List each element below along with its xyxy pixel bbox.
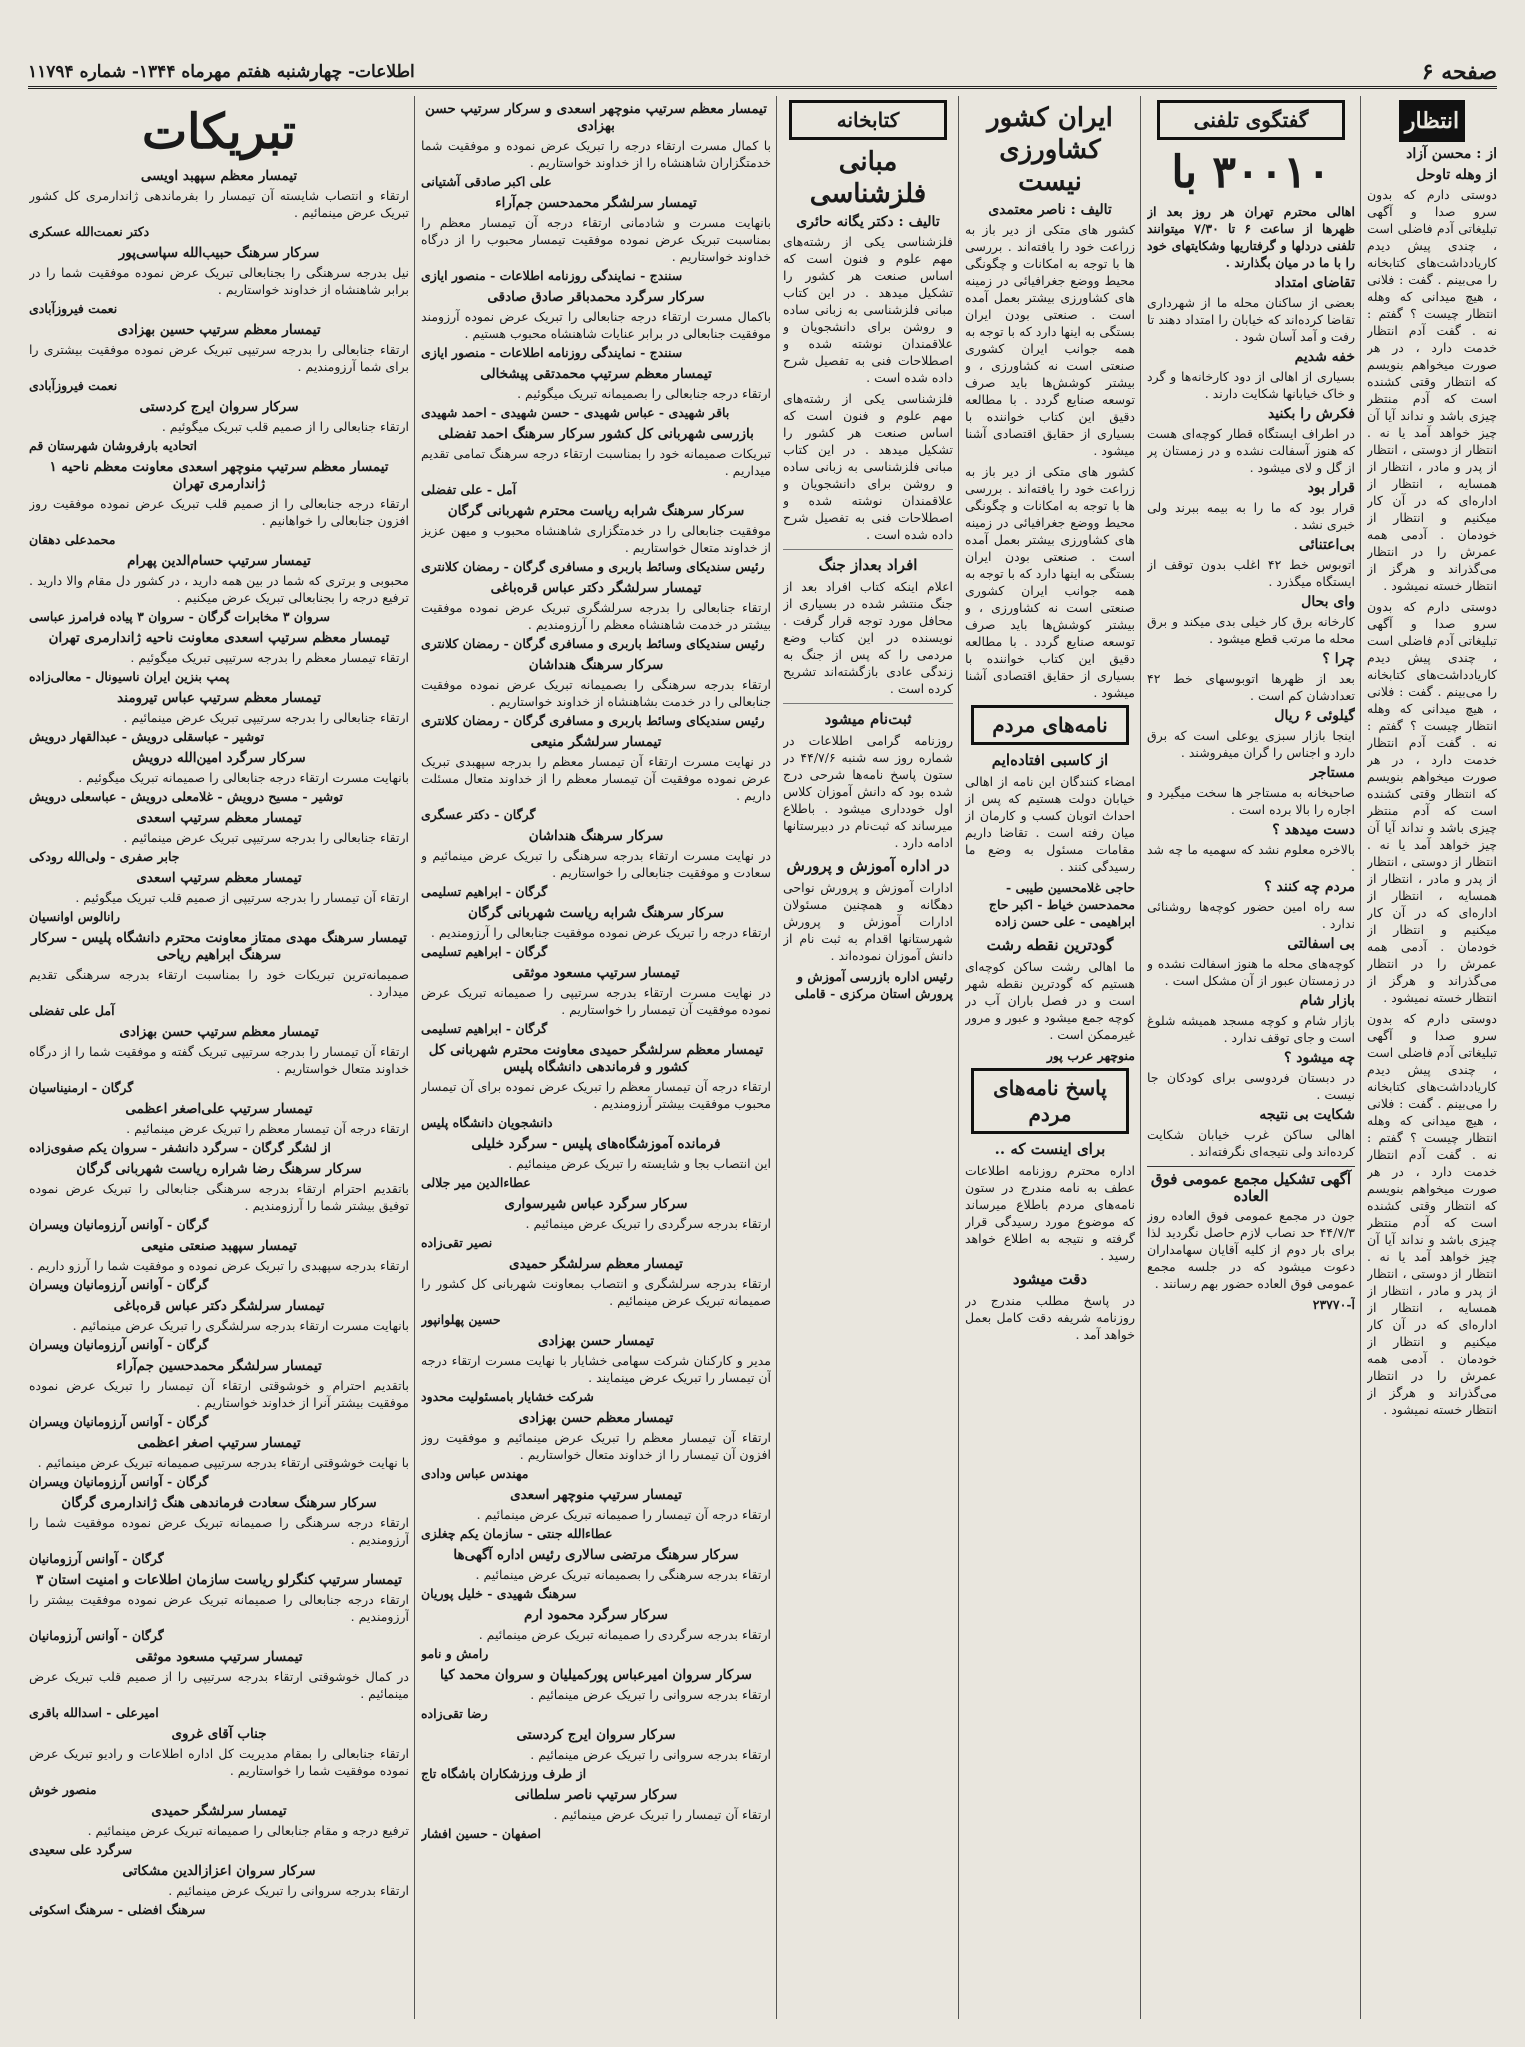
tabrik-entry-sign: توشیر - مسیح درویش - غلامعلی درویش - عباسعلی درویش: [29, 789, 344, 804]
tabrik-entry-body: ارتقاء بدرجه سرهنگی را بصمیمانه تبریک عرض نموده موفقیت جنابعالی را در خدمت بشاهنشاه از خداوند خواستاریم .: [421, 677, 771, 709]
tabrik-entry: [421, 1727, 771, 1782]
tabrik-entry: [29, 870, 409, 925]
tabrik-entry-title: تیمسار سرهنگ مهدی ممتاز معاونت محترم دانشگاه پلیس - سرکار سرهنگ ابراهیم ریاحی: [31, 930, 407, 963]
tabrik-entry-sign: اتحادیه بارفروشان شهرستان قم: [29, 438, 197, 453]
tabrik-entry: [29, 1161, 409, 1233]
books-title-2: افراد بعداز جنگ: [818, 556, 918, 574]
phone-item-body: بعضی از ساکنان محله ما از شهرداری تقاضا کرده‌اند که خیابان را امتداد دهند تا رفت و آمد آسان شود .: [1147, 295, 1355, 344]
tabrik-entry-title: تیمسار معظم سرلشگر حمیدی معاونت محترم شهربانی کل کشور و فرماندهی دانشگاه پلیس: [428, 1042, 764, 1075]
tabrik-entry-body: ارتقاء بدرجه سرگردی را تبریک عرض مینمائیم .: [525, 1216, 771, 1231]
tabrik-entry: [421, 1333, 771, 1405]
tabrik-entry-body: ارتقاء بدرجه سرلشگری و انتصاب بمعاونت شهربانی کل کشور را صمیمانه تبریک عرض مینمائیم .: [421, 1276, 771, 1308]
phone-item-head: تقاضای امتداد: [1274, 275, 1355, 291]
tabrik-entry-sign: آمل - علی تفضلی: [421, 482, 517, 497]
tabrik-entry-title: تیمسار سرتیپ مسعود موثقی: [135, 1649, 303, 1665]
tabrik-entry-body: ارتقاء درجه سرهنگی را صمیمانه تبریک عرض نموده موفقیت شما را آرزومندیم .: [29, 1515, 409, 1547]
phone-item-head: فکرش را بکنید: [1267, 406, 1355, 422]
tabrik-entry: [421, 503, 771, 575]
tabrik-entry: [421, 657, 771, 729]
phone-item-head: قرار بود: [1307, 480, 1355, 496]
separator: [783, 703, 953, 704]
letter-sign: حاجی غلامحسین طیبی - محمدحسن خیاط - اکبر حاج ابراهیمی - علی حسن زاده: [988, 880, 1135, 929]
books-byline-1: تالیف : دکتر یگانه حائری: [796, 214, 940, 230]
column-rule: [1140, 96, 1141, 2019]
tabrik-entry-title: تیمسار معظم سرتیپ منوچهر اسعدی معاونت معظم ناحیه ۱ ژاندارمری تهران: [49, 459, 389, 492]
tabrik-entry-body: ارتقاء بدرجه سروانی را تبریک عرض مینمائیم .: [530, 1747, 771, 1762]
tabrik-entry-sign: آمل علی تفضلی: [29, 1003, 115, 1018]
books-logo: کتابخانه: [789, 100, 947, 140]
tabrik-list-2: [29, 168, 409, 1918]
phone-item-body: اتوبوس خط ۴۲ اغلب بدون توقف از ایستگاه میگذرد .: [1147, 557, 1355, 589]
tabrik-entry-body: ارتقاء بدرجه سروانی را تبریک عرض مینمائیم .: [530, 1687, 771, 1702]
tabrik-entry: [421, 101, 771, 190]
tabrik-entry-title: تیمسار سرتیپ منوچهر اسعدی: [510, 1487, 682, 1503]
tabrik-entry-title: تیمسار سرتیپ اصغر اعظمی: [137, 1435, 301, 1451]
letters-logo: نامه‌های مردم: [971, 705, 1129, 745]
entezar-subtitle: از وهله تاوحل: [1416, 167, 1497, 183]
page-number: صفحه ۶: [1421, 59, 1497, 85]
tabrik-entry-title: تیمسار سرلشگر محمدحسن جم‌آراء: [495, 195, 697, 211]
answer-body: در پاسخ مطلب مندرج در روزنامه شریفه دقت کامل بعمل خواهد آمد .: [965, 1293, 1135, 1342]
tabrik-entry: [29, 1495, 409, 1567]
tabrik-entry-body: با نهایت خوشوقتی ارتقاء بدرجه سرتیپی صمیمانه تبریک عرض مینمائیم .: [37, 1455, 409, 1470]
books-body-3: روزنامه گرامی اطلاعات در شماره روز سه شنبه ۴۴/۷/۶ در ستون پاسخ نامه‌ها شرحی درج شده بود که دانش آموزان کلاس اول خودداری میشود . باطلاع میرساند که ثبت‌نام در دبیرستانها ادامه دارد .: [783, 733, 953, 850]
tabrik-entry-body: ارتقاء جنابعالی را بمقام مدیریت کل اداره اطلاعات و رادیو تبریک عرض نموده موفقیت شما را خواستاریم .: [29, 1746, 409, 1778]
separator: [783, 549, 953, 550]
tabrik-entry-sign: رانالوس اوانسیان: [29, 909, 121, 924]
tabrik-entry-body: ارتقاء بدرجه سرهنگی را بصمیمانه تبریک عرض مینمائیم .: [475, 1567, 771, 1582]
books-title-4: در اداره آموزش و پرورش: [786, 857, 950, 875]
tabrik-entry: [29, 1726, 409, 1798]
tabrik-entry: [29, 168, 409, 240]
books-body-2: اعلام اینکه کتاب افراد بعد از جنگ منتشر شده در بسیاری از محافل مورد توجه قرار گرفت . نویسنده در این کتاب وضع مردمی را که پس از جنگ به زندگی عادی بازگشته‌اند تشریح کرده است .: [783, 579, 953, 696]
column-tabrikat-1: [421, 96, 771, 2019]
tabrik-entry-title: تیمسار معظم سرلشگر حمیدی: [509, 1256, 683, 1272]
tabrik-entry-sign: محمدعلی دهقان: [29, 532, 116, 547]
tabrik-entry-body: ارتقاء آن تیمسار را تبریک عرض مینمائیم .: [553, 1807, 771, 1822]
phone-item-head: چه میشود ؟: [1283, 1050, 1355, 1066]
tabrik-entry-title: جناب آقای غروی: [171, 1726, 267, 1742]
letters-list: [965, 751, 1135, 1064]
tabrik-entry-body: با کمال مسرت ارتقاء درجه را تبریک عرض نموده و موفقیت شما خدمتگزاران شاهنشاه را از خداوند خواستاریم .: [421, 138, 771, 170]
tabrik-entry-sign: از طرف ورزشکاران باشگاه تاج: [421, 1766, 587, 1781]
tabrik-entry-sign: سرهنگ شهیدی - خلیل پوریان: [421, 1586, 577, 1601]
answer-body: اداره محترم روزنامه اطلاعات عطف به نامه مندرج در ستون نامه‌های مردم باطلاع میرساند که موضوع مورد رسیدگی قرار گرفته و نتیجه به اطلاع خواهد رسید .: [965, 1163, 1135, 1263]
tabrik-entry: [421, 828, 771, 900]
phone-item-head: وای بحال: [1301, 594, 1355, 610]
tabrik-entry-body: مدیر و کارکنان شرکت سهامی خشایار با نهایت مسرت ارتقاء درجه آن تیمسار را تبریک عرض مینمایند .: [421, 1353, 771, 1385]
tabrik-entry: [421, 1410, 771, 1482]
tabrik-entry-body: ارتقاء تیمسار معظم را بدرجه سرتیپی تبریک میگوئیم .: [130, 650, 409, 665]
phone-item-body: اهالی ساکن غرب خیابان شکایت کرده‌اند ولی نتیجه‌ای نگرفته‌اند .: [1147, 1127, 1355, 1159]
tabrik-entry-title: تیمسار معظم سرتیپ محمدتقی پیشخالی: [480, 366, 712, 382]
tabrik-entry-sign: رئیس سندیکای وسائط باربری و مسافری گرگان - رمضان کلانتری: [421, 559, 765, 574]
tabrik-entry-sign: منصور خوش: [29, 1782, 97, 1797]
tabrik-entry-sign: سنندج - نمایندگی روزنامه اطلاعات - منصور ایازی: [421, 345, 683, 360]
tabrik-entry-title: سرکار سرگرد عباس شیرسواری: [504, 1196, 688, 1212]
tabrik-entry-title: تیمسار معظم سرتیپ اسعدی: [136, 870, 302, 886]
tabrik-entry-body: موفقیت جنابعالی را در خدمتگزاری شاهنشاه محبوب و میهن عزیز از خداوند متعال خواستاریم .: [421, 523, 771, 555]
phone-item-body: قرار بود که ما را به بیمه ببرند ولی خبری نشد .: [1147, 500, 1355, 532]
tabrik-entry-sign: گرگان - آوانس آرزومانیان ویسران: [29, 1414, 209, 1429]
answers-list: [965, 1140, 1135, 1343]
tabrik-entry: [29, 399, 409, 454]
tabrik-entry-body: بانهایت مسرت ارتقاء درجه جنابعالی را صمیمانه تبریک میگوئیم .: [78, 770, 409, 785]
tabrik-entry-title: سرکار سروان امیرعباس پورکمیلیان و سروان محمد کیا: [440, 1667, 752, 1683]
tabrik-entry-sign: گرگان - ارمنیناسیان: [29, 1080, 134, 1095]
tabrik-entry: [421, 1547, 771, 1602]
tabrik-entry-sign: مهندس عباس ودادی: [421, 1466, 529, 1481]
ad-title: آگهی تشکیل مجمع عمومی فوق العاده: [1147, 1166, 1355, 1205]
tabrik-entry-title: بازرسی شهربانی کل کشور سرکار سرهنگ احمد تفضلی: [438, 426, 754, 442]
phone-item-body: بازار شام و کوچه مسجد همیشه شلوغ است و جای توقف ندارد .: [1147, 1013, 1355, 1045]
tabrik-entry-title: سرکار سروان ایرج کردستی: [139, 399, 299, 415]
tabrik-entry-sign: رضا تقی‌زاده: [421, 1706, 488, 1721]
phone-item-body: در اطراف ایستگاه قطار کوچه‌ای هست که هنوز آسفالت نشده و در زمستان پر از گل و لای میشود .: [1147, 426, 1355, 475]
phone-item-head: شکایت بی نتیجه: [1259, 1107, 1355, 1123]
tabrik-entry-title: تیمسار سرتیپ علی‌اصغر اعظمی: [125, 1101, 313, 1117]
phone-item-head: گیلوئی ۶ ریال: [1274, 708, 1355, 724]
tabrik-entry-body: ارتقاء آن تیمسار را بدرجه سرتیپی از صمیم قلب تبریک میگوئیم .: [75, 890, 409, 905]
entezar-body: دوستی دارم که بدون سرو صدا و آگهی تبلیغاتی آدم فاضلی است ، چندی پیش دیدم کاریادداشت‌های کتابخانه را می‌بینم . گفت : فلانی ، هیچ میدانی که وهله انتظار چیست ؟ گفتم : نه . گفت آدم انتظار خدمت دارد ، در هر صورت میخواهم بنویسم که انتظار وقتی کشنده است که آدم منتظر چیزی باشد و نداند آیا آن چیز خواهد آمد یا نه . انتظار از دوستی ، انتظار از پدر و مادر ، انتظار از همسایه ، انتظار از اداره‌ای که در آن کار میکنیم و انتظار از خودمان . آدمی همه عمرش را در انتظار می‌گذراند و هرگز از انتظار خسته نمیشود .: [1367, 187, 1497, 593]
tabrik-entry-body: در نهایت مسرت ارتقاء آن تیمسار معظم را بدرجه سپهبدی تبریک عرض نموده موفقیت آن تیمسار معظم را از خداوند متعال مسئلت داریم .: [421, 754, 771, 803]
column-entezar: [1367, 96, 1497, 2019]
phone-item-body: در دبستان فردوسی برای کودکان جا نیست .: [1147, 1070, 1355, 1102]
tabrik-entry: [29, 810, 409, 865]
tabrik-entry-sign: حسین پهلوانپور: [421, 1312, 501, 1327]
iran-body-cont: کشور های متکی از دیر باز به زراعت خود را یافته‌اند . بررسی ها با توجه به امکانات و چگونگی محیط ووضع جغرافیائی در زمینه های کشاورزی بیشتر بعمل آمده است . صنعتی بودن ایران بستگی به اینها دارد که با توجه به همه جوانب ایران کشوری صنعتی است نه کشاورزی ، و بیشتر کوشش‌ها باید صرف توسعه صنایع گردد . با مطالعه دقیق این کتاب خواننده با بسیاری از حقایق اقتصادی آشنا میشود .: [965, 464, 1135, 700]
tabrik-entry-title: سرکار سرهنگ حبیب‌الله سپاسی‌پور: [118, 245, 320, 261]
tabrik-entry-body: ارتقاء بدرجه سروانی را تبریک عرض مینمائیم .: [168, 1883, 409, 1898]
answer-head: دقت میشود: [1012, 1270, 1088, 1288]
phone-item-body: کوچه‌های محله ما هنوز اسفالت نشده و در زمستان عبور از آن مشکل است .: [1147, 956, 1355, 988]
tabrik-entry-body: ارتقاء جنابعالی را بدرجه سرتیپی تبریک عرض مینمائیم .: [123, 710, 409, 725]
letter-body: ما اهالی رشت ساکن کوچه‌ای هستیم که گودترین نقطه شهر است و در فصل باران آب در کوچه جمع میشود و عبور و مرور غیرممکن است .: [965, 959, 1135, 1042]
phone-item-head: چرا ؟: [1322, 651, 1355, 667]
tabrik-entry-sign: دانشجویان دانشگاه پلیس: [421, 1115, 553, 1130]
tabrik-entry-sign: پمپ بنزین ایران ناسیونال - معالی‌زاده: [29, 669, 230, 684]
tabrik-entry-sign: گرگان - دکتر عسگری: [421, 807, 536, 822]
tabrik-entry-sign: نصیر تقی‌زاده: [421, 1235, 493, 1250]
tabrik-entry-body: ارتقاء درجه آن تیمسار را صمیمانه تبریک عرض مینمائیم .: [476, 1507, 771, 1522]
iran-byline: تالیف : ناصر معتمدی: [988, 202, 1112, 218]
phone-intro: اهالی محترم تهران هر روز بعد از ظهرها از ساعت ۶ تا ۷/۳۰ میتوانند تلفنی دردلها و گرفتاریها وشکایتهای خود را با ما در میان بگذارند .: [1147, 204, 1355, 270]
tabrik-entry-sign: گرگان - ابراهیم تسلیمی: [421, 1021, 548, 1036]
tabrik-entry-title: تیمسار معظم حسن بهزادی: [518, 1410, 674, 1426]
tabrik-entry-body: صمیمانه‌ترین تبریکات خود را بمناسبت ارتقاء بدرجه سرهنگی تقدیم میدارد .: [29, 967, 409, 999]
tabrik-entry-sign: گرگان - آوانس آرزومانیان: [29, 1551, 164, 1566]
tabrik-entry-body: ارتقاء و انتصاب شایسته آن تیمسار را بفرماندهی ژاندارمری کل کشور تبریک عرض مینمائیم .: [29, 188, 409, 220]
tabrik-list-1: [421, 101, 771, 1842]
phone-item-head: مستاجر: [1310, 765, 1355, 781]
tabrik-entry-title: سرکار سرگرد محمود ارم: [524, 1607, 668, 1623]
tabrik-entry-sign: گرگان - ابراهیم تسلیمی: [421, 944, 548, 959]
phone-item-head: خفه شدیم: [1294, 349, 1355, 365]
tabrik-entry-body: ارتقاء آن تیمسار را بدرجه سرتیپی تبریک گفته و موفقیت شما را از درگاه خداوند متعال خواستاریم .: [29, 1044, 409, 1076]
tabrik-entry-sign: نعمت فیروزآبادی: [29, 301, 118, 316]
letter-head: از کاسبی افتاده‌ایم: [991, 751, 1109, 769]
tabrik-entry-title: سرکار سرهنگ هنداشان: [528, 828, 664, 844]
tabrik-entry-body: ارتقاء جنابعالی را بدرجه سرتیپی تبریک عرض مینمائیم .: [123, 830, 409, 845]
books-title-3: ثبت‌نام میشود: [824, 710, 912, 728]
tabrik-entry-sign: جابر صفری - ولی‌الله رودکی: [29, 849, 180, 864]
tabrik-entry-title: تیمسار معظم سرتیپ حسین بهزادی: [117, 322, 321, 338]
issue-line: اطلاعات- چهارشنبه هفتم مهرماه ۱۳۴۴- شماره ۱۱۷۹۴: [28, 62, 415, 82]
column-rule: [776, 96, 777, 2019]
column-rule: [958, 96, 959, 2019]
tabrik-entry-title: تیمسار سرلشگر محمدحسین جم‌آراء: [116, 1358, 322, 1374]
tabrik-entry: [29, 750, 409, 805]
tabrik-entry-title: تیمسار معظم سرتیپ اسعدی: [136, 810, 302, 826]
tabrik-entry-sign: توشیر - عباسقلی درویش - عبدالقهار درویش: [29, 729, 265, 744]
phone-logo: گفتگوی تلفنی: [1157, 100, 1345, 140]
masthead: [28, 58, 1497, 89]
tabrik-entry: [29, 930, 409, 1019]
tabrik-entry-body: در کمال خوشوقتی ارتقاء بدرجه سرتیپی را از صمیم قلب تبریک عرض مینمائیم .: [29, 1669, 409, 1701]
tabrik-entry-title: تیمسار سرتیپ کنگرلو ریاست سازمان اطلاعات و امنیت استان ۳: [36, 1572, 402, 1588]
tabrik-entry-title: سرکار سروان ایرج کردستی: [516, 1727, 676, 1743]
tabrik-entry-title: تیمسار سرلشگر دکتر عباس قره‌باغی: [113, 1298, 325, 1314]
tabrik-entry-body: در نهایت مسرت ارتقاء بدرجه سرهنگی را تبریک عرض مینمائیم و سعادت و موفقیت جنابعالی را خواستاریم .: [421, 848, 771, 880]
tabrik-entry-body: ارتقاء درجه جنابعالی را بصمیمانه تبریک میگوئیم .: [517, 386, 771, 401]
tabrik-entry: [29, 322, 409, 394]
tabrik-entry-sign: امیرعلی - اسدالله باقری: [29, 1705, 159, 1720]
tabrik-entry-body: ارتقاء جنابعالی را بدرجه سرتیپی تبریک عرض نموده موفقیت بیشتری را برای شما آرزومندیم .: [29, 342, 409, 374]
phone-item-head: مردم چه کنند ؟: [1264, 879, 1355, 895]
tabrik-entry-body: ارتقاء درجه جنابعالی را صمیمانه تبریک عرض نموده موفقیت بیشتر را آرزومندیم .: [29, 1592, 409, 1624]
tabrik-entry-sign: شرکت خشایار بامسئولیت محدود: [421, 1389, 594, 1404]
tabrik-entry: [29, 1024, 409, 1096]
column-books: [783, 96, 953, 2019]
ad-body: جون در مجمع عمومی فوق العاده روز ۴۴/۷/۳ حد نصاب لازم حاصل نگردید لذا برای بار دوم از کلیه آقایان سهامداران دعوت میشود که در جلسه مجمع عمومی فوق العاده حضور بهم رسانند .: [1147, 1208, 1355, 1291]
letter-sign: منوچهر عرب پور: [1046, 1048, 1135, 1063]
tabrik-entry-sign: رئیس سندیکای وسائط باربری و مسافری گرگان - رمضان کلانتری: [421, 713, 765, 728]
tabrik-entry-sign: گرگان - آوانس آرزومانیان ویسران: [29, 1474, 209, 1489]
tabrik-entry: [421, 1667, 771, 1722]
tabrik-entry-title: تیمسار معظم سپهبد اویسی: [140, 168, 298, 184]
tabrik-entry-title: سرکار سرهنگ رضا شراره ریاست شهربانی گرگان: [76, 1161, 362, 1177]
tabrik-entry-sign: رامش و نامو: [421, 1646, 489, 1661]
tabrik-entry-body: محبوبی و برتری که شما در بین همه دارید ، در کشور دل مقام والا دارید . ترفیع درجه را بجنابعالی تبریک عرض میکنیم .: [29, 573, 409, 605]
books-body-1-cont: فلزشناسی یکی از رشته‌های مهم علوم و فنون است که اساس صنعت هر کشور را تشکیل میدهد . در این کتاب مبانی فلزشناسی به زبانی ساده و روشن برای دانشجویان و علاقمندان نوشته شده و اصطلاحات فنی به تفصیل شرح داده شده است .: [783, 391, 953, 542]
tabrik-entry: [421, 1487, 771, 1542]
tabrik-entry: [421, 734, 771, 823]
tabrik-entry: [29, 1435, 409, 1490]
tabrik-entry: [29, 245, 409, 317]
tabrik-entry-sign: گرگان - آوانس آرزومانیان ویسران: [29, 1277, 209, 1292]
tabrik-entry: [29, 1298, 409, 1353]
tabrik-entry-body: ارتقاء درجه آن تیمسار معظم را تبریک عرض مینمائیم .: [126, 1121, 409, 1136]
tabrik-entry: [29, 690, 409, 745]
tabrik-entry-title: تیمسار سرتیپ حسام‌الدین پهرام: [127, 553, 311, 569]
tabrik-entry-title: سرکار سرهنگ سعادت فرماندهی هنگ ژاندارمری گرگان: [61, 1495, 377, 1511]
tabrik-entry-sign: علی اکبر صادقی آشتیانی: [421, 174, 552, 189]
iran-title: ایران کشور کشاورزی نیست: [987, 103, 1113, 197]
tabrik-entry-sign: گرگان - آوانس آرزومانیان: [29, 1628, 164, 1643]
ad-ref: آ-۲۳۷۷۰: [1312, 1297, 1355, 1312]
tabrik-entry: [421, 1256, 771, 1328]
tabrik-entry-title: تیمسار سرتیپ مسعود موثقی: [512, 965, 680, 981]
tabrik-entry-body: باکمال مسرت ارتقاء درجه جنابعالی را تبریک عرض نموده آرزومند موفقیت جنابعالی در برابر عنایات شاهنشاه محبوب هستیم .: [421, 309, 771, 341]
entezar-logo: انتظار: [1399, 100, 1465, 142]
tabrik-entry-body: ترفیع درجه و مقام جنابعالی را صمیمانه تبریک عرض مینمائیم .: [87, 1823, 409, 1838]
tabrik-entry-title: تیمسار سپهبد صنعتی منیعی: [141, 1238, 297, 1254]
tabrik-entry-sign: نعمت فیروزآبادی: [29, 378, 118, 393]
tabrik-entry-title: سرکار سروان اعزازالدین مشکاتی: [122, 1863, 316, 1879]
tabrik-entry: [29, 1101, 409, 1156]
phone-item-head: دست میدهد ؟: [1272, 822, 1355, 838]
entezar-body-cont2: دوستی دارم که بدون سرو صدا و آگهی تبلیغاتی آدم فاضلی است ، چندی پیش دیدم کاریادداشت‌های کتابخانه را می‌بینم . گفت : فلانی ، هیچ میدانی که وهله انتظار چیست ؟ گفتم : نه . گفت آدم انتظار خدمت دارد ، در هر صورت میخواهم بنویسم که انتظار وقتی کشنده است که آدم منتظر چیزی باشد و نداند آیا آن چیز خواهد آمد یا نه . انتظار از دوستی ، انتظار از پدر و مادر ، انتظار از همسایه ، انتظار از اداره‌ای که در آن کار میکنیم و انتظار از خودمان . آدمی همه عمرش را در انتظار می‌گذراند و هرگز از انتظار خسته نمیشود .: [1367, 1011, 1497, 1417]
tabrik-entry-body: ارتقاء جنابعالی را بدرجه سرلشگری تبریک عرض نموده موفقیت بیشتر در خدمت شاهنشاه معظم را آرزومندیم .: [421, 600, 771, 632]
column-phone: [1147, 96, 1355, 2019]
phone-items: [1147, 275, 1355, 1160]
tabrik-entry-title: سرکار سرگرد امین‌الله درویش: [132, 750, 306, 766]
tabrik-entry-title: سرکار سرتیپ ناصر سلطانی: [514, 1787, 678, 1803]
tabrik-entry: [421, 289, 771, 361]
tabrik-entry-body: ارتقاء درجه آن تیمسار معظم را تبریک عرض نموده برای آن تیمسار محبوب موفقیت بیشتر آرزومندیم .: [421, 1079, 771, 1111]
tabrik-entry-body: باتقدیم احترام و خوشوقتی ارتقاء آن تیمسار را تبریک عرض نموده موفقیت بیشتر آنرا از خداوند خواستاریم .: [29, 1378, 409, 1410]
iran-body: کشور های متکی از دیر باز به زراعت خود را یافته‌اند . بررسی ها با توجه به امکانات و چگونگی محیط ووضع جغرافیائی در زمینه های کشاورزی بیشتر بعمل آمده است . صنعتی بودن ایران بستگی به اینها دارد که با توجه به همه جوانب ایران کشوری صنعتی است نه کشاورزی ، و بیشتر کوشش‌ها باید صرف توسعه صنایع گردد . با مطالعه دقیق این کتاب خواننده با بسیاری از حقایق اقتصادی آشنا میشود .: [965, 222, 1135, 458]
phone-item-body: بعد از ظهرها اتوبوسهای خط ۴۲ تعدادشان کم است .: [1147, 671, 1355, 703]
tabrik-entry-sign: عطاءالله جنتی - سازمان یکم چغلزی: [421, 1526, 613, 1541]
tabrik-entry-body: ارتقاء درجه را تبریک عرض نموده موفقیت جنابعالی را آرزومندیم .: [430, 925, 771, 940]
entezar-author: از : محسن آزاد: [1406, 146, 1497, 162]
tabrik-entry-title: سرکار سرهنگ شرابه ریاست محترم شهربانی گرگان: [447, 503, 745, 519]
tabrik-entry-title: تیمسار معظم سرتیپ منوچهر اسعدی و سرکار سرتیپ حسن بهزادی: [425, 101, 767, 134]
tabrik-entry-sign: سرگرد علی سعیدی: [29, 1842, 133, 1857]
tabrik-entry-body: ارتقاء آن تیمسار معظم را تبریک عرض مینمائیم و موفقیت روز افزون آن تیمسار را از خداوند متعال خواستاریم .: [421, 1430, 771, 1462]
tabrik-entry-body: نیل بدرجه سرهنگی را بجنابعالی تبریک عرض نموده موفقیت شما را در برابر شاهنشاه از خداوند خواستاریم .: [29, 265, 409, 297]
phone-item-head: بی اسفالتی: [1287, 936, 1355, 952]
tabrik-entry: [29, 1863, 409, 1918]
tabrik-entry: [29, 1649, 409, 1721]
tabrik-entry: [421, 1042, 771, 1131]
tabrik-entry-title: تیمسار معظم سرتیپ عباس تیرومند: [117, 690, 321, 706]
tabrik-entry: [421, 195, 771, 284]
phone-item-body: کارخانه برق کار خیلی بدی میکند و برق محله ما مرتب قطع میشود .: [1147, 614, 1355, 646]
column-iran: [965, 96, 1135, 2019]
tabrik-entry-title: سرکار سرگرد محمدباقر صادق صادقی: [487, 289, 705, 305]
tabrik-entry-body: ارتقاء جنابعالی را از صمیم قلب تبریک میگوئیم .: [161, 419, 409, 434]
tabrik-entry: [421, 905, 771, 960]
tabrik-entry-sign: سنندج - نمایندگی روزنامه اطلاعات - منصور ایازی: [421, 268, 683, 283]
tabrik-entry-sign: عطاءالدین میر جلالی: [421, 1175, 531, 1190]
tabrik-entry-body: ارتقاء بدرجه سپهبدی را تبریک عرض نموده و موفقیت شما را آرزو داریم .: [29, 1258, 409, 1273]
phone-item-body: سه راه امین حضور کوچه‌ها روشنائی ندارد .: [1147, 899, 1355, 931]
tabrik-entry-sign: گرگان - ابراهیم تسلیمی: [421, 884, 548, 899]
phone-item-body: صاحبخانه به مستاجر ها سخت میگیرد و اجاره را بالا برده است .: [1147, 785, 1355, 817]
tabrik-title: تبریکات: [141, 104, 296, 160]
tabrik-entry-sign: دکتر نعمت‌الله عسکری: [29, 224, 150, 239]
tabrik-entry-body: در نهایت مسرت ارتقاء بدرجه سرتیپی را صمیمانه تبریک عرض نموده موفقیت آن تیمسار را خواستاریم .: [421, 985, 771, 1017]
tabrik-entry-title: تیمسار سرلشگر منیعی: [530, 734, 662, 750]
tabrik-entry: [421, 580, 771, 652]
tabrik-entry-title: تیمسار معظم سرتیپ حسن بهزادی: [119, 1024, 319, 1040]
entezar-body-cont: دوستی دارم که بدون سرو صدا و آگهی تبلیغاتی آدم فاضلی است ، چندی پیش دیدم کاریادداشت‌های کتابخانه را می‌بینم . گفت : فلانی ، هیچ میدانی که وهله انتظار چیست ؟ گفتم : نه . گفت آدم انتظار خدمت دارد ، در هر صورت میخواهم بنویسم که انتظار وقتی کشنده است که آدم منتظر چیزی باشد و نداند آیا آن چیز خواهد آمد یا نه . انتظار از دوستی ، انتظار از پدر و مادر ، انتظار از همسایه ، انتظار از اداره‌ای که در آن کار میکنیم و انتظار از خودمان . آدمی همه عمرش را در انتظار می‌گذراند و هرگز از انتظار خسته نمیشود .: [1367, 599, 1497, 1005]
answer-head: برای اینست که ..: [994, 1140, 1106, 1158]
tabrik-entry-title: تیمسار سرلشگر دکتر عباس قره‌باغی: [490, 580, 702, 596]
tabrik-entry: [29, 1803, 409, 1858]
column-tabrikat-2: [29, 96, 409, 2019]
answers-logo: پاسخ نامه‌های مردم: [971, 1068, 1129, 1134]
tabrik-entry: [29, 630, 409, 685]
tabrik-entry-body: بانهایت مسرت و شادمانی ارتقاء درجه آن تیمسار معظم را بمناسبت تبریک عرض نموده موفقیت تیمسار محبوب را از درگاه خداوند خواستاریم .: [421, 215, 771, 264]
tabrik-entry-title: تیمسار سرلشگر حمیدی: [151, 1803, 287, 1819]
letter-body: امضاء کنندگان این نامه از اهالی خیابان دولت هستیم که پس از احداث اتوبان کسب و کارمان از میان رفته است . تقاضا داریم مقامات مسئول به وضع ما رسیدگی کنند .: [965, 774, 1135, 874]
books-sign-4: رئیس اداره بازرسی آموزش و پرورش استان مرکزی - قاملی: [794, 969, 953, 1001]
tabrik-entry: [421, 1787, 771, 1842]
tabrik-entry: [29, 1238, 409, 1293]
phone-item-head: بازار شام: [1299, 993, 1355, 1009]
tabrik-entry: [29, 1572, 409, 1644]
tabrik-entry: [421, 366, 771, 421]
phone-item-head: بی‌اعتنائی: [1298, 537, 1355, 553]
tabrik-entry-body: این انتصاب بجا و شایسته را تبریک عرض مینمائیم .: [508, 1156, 771, 1171]
tabrik-entry: [421, 1196, 771, 1251]
tabrik-entry-title: سرکار سرهنگ مرتضی سالاری رئیس اداره آگهی‌ها: [453, 1547, 739, 1563]
tabrik-entry-title: تیمسار معظم سرتیپ اسعدی معاونت ناحیه ژاندارمری تهران: [48, 630, 390, 646]
books-title-1: مبانی فلزشناسی: [809, 147, 927, 209]
column-rule: [414, 96, 415, 2019]
tabrik-entry-title: سرکار سرهنگ هنداشان: [528, 657, 664, 673]
tabrik-entry: [421, 426, 771, 498]
tabrik-entry: [29, 459, 409, 548]
phone-item-body: بالاخره معلوم نشد که سهمیه ما چه شد .: [1147, 842, 1355, 874]
tabrik-entry-sign: اصفهان - حسین افشار: [421, 1826, 542, 1841]
tabrik-entry-title: فرمانده آموزشگاه‌های پلیس - سرگرد خلیلی: [471, 1136, 721, 1152]
books-body-1: فلزشناسی یکی از رشته‌های مهم علوم و فنون است که اساس صنعت هر کشور را تشکیل میدهد . در این کتاب مبانی فلزشناسی به زبانی ساده و روشن برای دانشجویان و علاقمندان نوشته شده و اصطلاحات فنی به تفصیل شرح داده شده است .: [783, 234, 953, 385]
tabrik-entry-title: سرکار سرهنگ شرابه ریاست شهربانی گرگان: [467, 905, 724, 921]
tabrik-entry: [29, 1358, 409, 1430]
tabrik-entry-body: بانهایت مسرت ارتقاء بدرجه سرلشگری را تبریک عرض مینمائیم .: [72, 1318, 409, 1333]
tabrik-entry-sign: باقر شهیدی - عباس شهیدی - حسن شهیدی - احمد شهیدی: [421, 405, 730, 420]
letter-head: گودترین نقطه رشت: [986, 936, 1114, 954]
tabrik-entry-title: تیمسار حسن بهزادی: [537, 1333, 655, 1349]
tabrik-entry-body: تبریکات صمیمانه خود را بمناسبت ارتقاء درجه سرهنگ تمامی تقدیم میداریم .: [421, 446, 771, 478]
tabrik-entry-body: باتقدیم احترام ارتقاء بدرجه سرهنگی جنابعالی را تبریک عرض نموده توفیق بیشتر شما را آرزومندیم .: [29, 1181, 409, 1213]
column-rule: [1360, 96, 1361, 2019]
tabrik-entry: [421, 1136, 771, 1191]
phone-item-body: بسیاری از اهالی از دود کارخانه‌ها و گرد و خاک خیابانها شکایت دارند .: [1147, 369, 1355, 401]
tabrik-entry-sign: سروان ۳ مخابرات گرگان - سروان ۳ پیاده فرامرز عباسی: [29, 609, 330, 624]
tabrik-entry-sign: رئیس سندیکای وسائط باربری و مسافری گرگان - رمضان کلانتری: [421, 636, 765, 651]
tabrik-entry: [421, 965, 771, 1037]
tabrik-entry-sign: سرهنگ افضلی - سرهنگ اسکوئی: [29, 1902, 206, 1917]
books-body-4: ادارات آموزش و پرورش نواحی دهگانه و همچنین مسئولان ادارات آموزش و پرورش شهرستانها اقدام به ثبت نام از دانش آموزان نموده‌اند .: [783, 880, 953, 963]
phone-number-title: ۳۰۰۱۰ با: [1171, 147, 1331, 198]
tabrik-entry: [421, 1607, 771, 1662]
tabrik-entry-body: ارتقاء درجه جنابعالی را از صمیم قلب تبریک عرض نموده موفقیت روز افزون جنابعالی را خواهانیم .: [29, 496, 409, 528]
tabrik-entry-sign: گرگان - آوانس آرزومانیان ویسران: [29, 1337, 209, 1352]
tabrik-entry-body: ارتقاء بدرجه سرگردی را صمیمانه تبریک عرض مینمائیم .: [478, 1627, 771, 1642]
phone-item-body: اینجا بازار سبزی یوعلی است که برق دارد و اجناس را گران میفروشند .: [1147, 728, 1355, 760]
tabrik-entry-sign: از لشگر گرگان - سرگرد دانشفر - سروان یکم صفوی‌زاده: [29, 1140, 331, 1155]
tabrik-entry-sign: گرگان - آوانس آرزومانیان ویسران: [29, 1217, 209, 1232]
tabrik-entry: [29, 553, 409, 625]
